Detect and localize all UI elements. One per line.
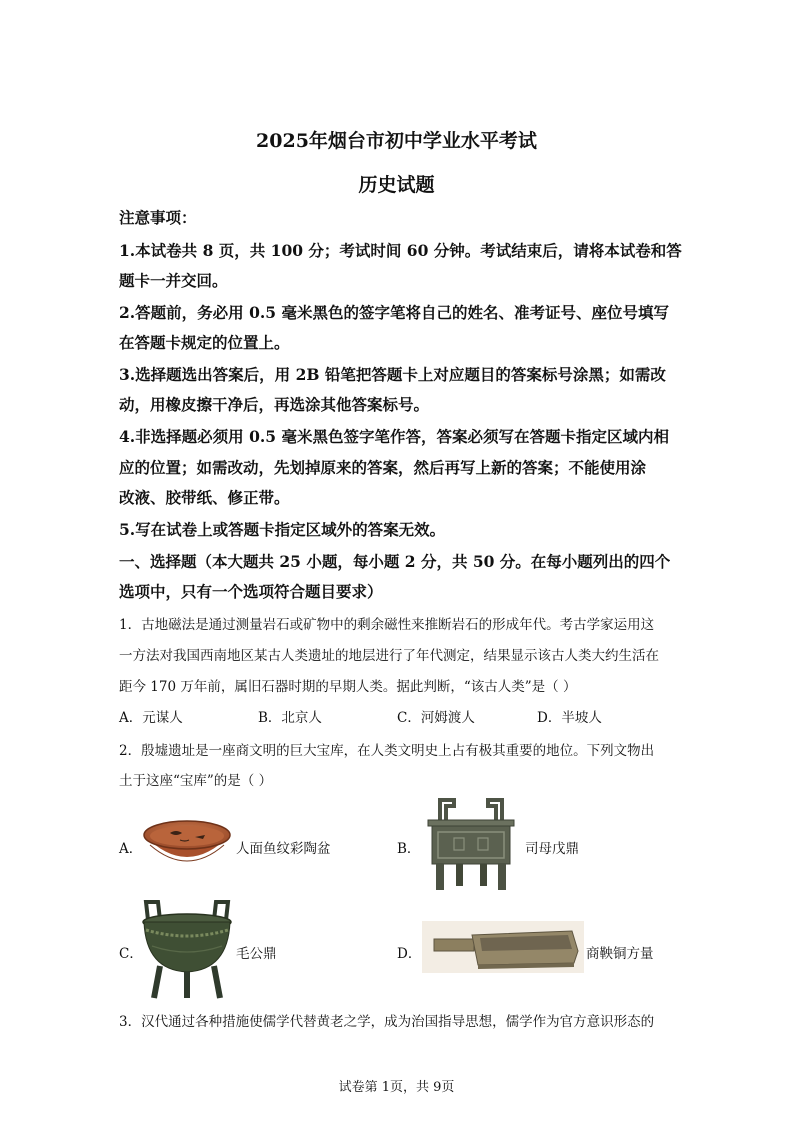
notice-line: 应的位置；如需改动，先划掉原来的答案，然后再写上新的答案；不能使用涂 [119,458,647,477]
notice-line: 3.选择题选出答案后，用 2B 铅笔把答题卡上对应题目的答案标号涂黑；如需改 [119,365,666,384]
maogong-ding-image [140,898,234,1002]
exam-subtitle: 历史试题 [358,174,435,196]
option-letter: A． [119,710,143,726]
q2-option-c-label[interactable]: 毛公鼎 [236,946,277,962]
notice-line: 2.答题前，务必用 0.5 毫米黑色的签字笔将自己的姓名、准考证号、座位号填写 [119,303,669,322]
question-2-line: 土于这座“宝库”的是（ ） [119,773,273,789]
q2-option-b-letter[interactable]: B． [397,841,421,857]
page-footer: 试卷第 1页，共 9页 [338,1080,455,1095]
q1-option-b[interactable] [258,706,322,726]
q1-option-d[interactable] [537,706,602,726]
q1-option-a[interactable] [119,706,183,726]
option-text: 半坡人 [561,710,602,726]
option-text: 河姆渡人 [420,710,475,726]
q2-option-a-label[interactable]: 人面鱼纹彩陶盆 [236,841,331,857]
question-1-line: 1．古地磁法是通过测量岩石或矿物中的剩余磁性来推断岩石的形成年代。考古学家运用这 [119,617,655,633]
pottery-basin-image [140,815,234,873]
q2-option-a-letter[interactable]: A． [119,841,143,857]
notice-line: 题卡一并交回。 [119,271,228,290]
section-heading: 选项中，只有一个选项符合题目要求） [119,582,383,601]
option-text: 元谋人 [142,710,183,726]
shangyang-measure-image [422,921,584,973]
q1-option-c[interactable] [397,706,475,726]
option-letter: D． [537,710,562,726]
option-letter: B． [258,710,282,726]
q2-option-d-label[interactable]: 商鞅铜方量 [586,946,654,962]
q2-option-d-letter[interactable]: D． [397,946,422,962]
notice-line: 在答题卡规定的位置上。 [119,333,290,352]
notice-line: 5.写在试卷上或答题卡指定区域外的答案无效。 [119,520,446,539]
exam-title: 2025年烟台市初中学业水平考试 [256,130,537,152]
simuwu-ding-image [424,796,518,894]
question-3-line: 3．汉代通过各种措施使儒学代替黄老之学，成为治国指导思想，儒学作为官方意识形态的 [119,1014,655,1030]
notice-line: 改液、胶带纸、修正带。 [119,488,290,507]
option-letter: C． [397,710,421,726]
q2-option-b-label[interactable]: 司母戊鼎 [525,841,579,857]
question-2-line: 2．殷墟遗址是一座商文明的巨大宝库，在人类文明史上占有极其重要的地位。下列文物出 [119,743,655,759]
notice-line: 1.本试卷共 8 页，共 100 分；考试时间 60 分钟。考试结束后，请将本试卷和答 [119,241,682,260]
notice-line: 动，用橡皮擦干净后，再选涂其他答案标号。 [119,395,430,414]
notice-line: 4.非选择题必须用 0.5 毫米黑色签字笔作答，答案必须写在答题卡指定区域内相 [119,427,669,446]
question-1-line: 一方法对我国西南地区某古人类遗址的地层进行了年代测定，结果显示该古人类大约生活在 [119,648,659,664]
section-heading: 一、选择题（本大题共 25 小题，每小题 2 分，共 50 分。在每小题列出的四个 [119,552,671,571]
notice-heading: 注意事项： [119,208,197,227]
option-text: 北京人 [281,710,322,726]
question-1-line: 距今 170 万年前，属旧石器时期的早期人类。据此判断，“该古人类”是（ ） [119,679,577,695]
q2-option-c-letter[interactable]: C． [119,946,143,962]
